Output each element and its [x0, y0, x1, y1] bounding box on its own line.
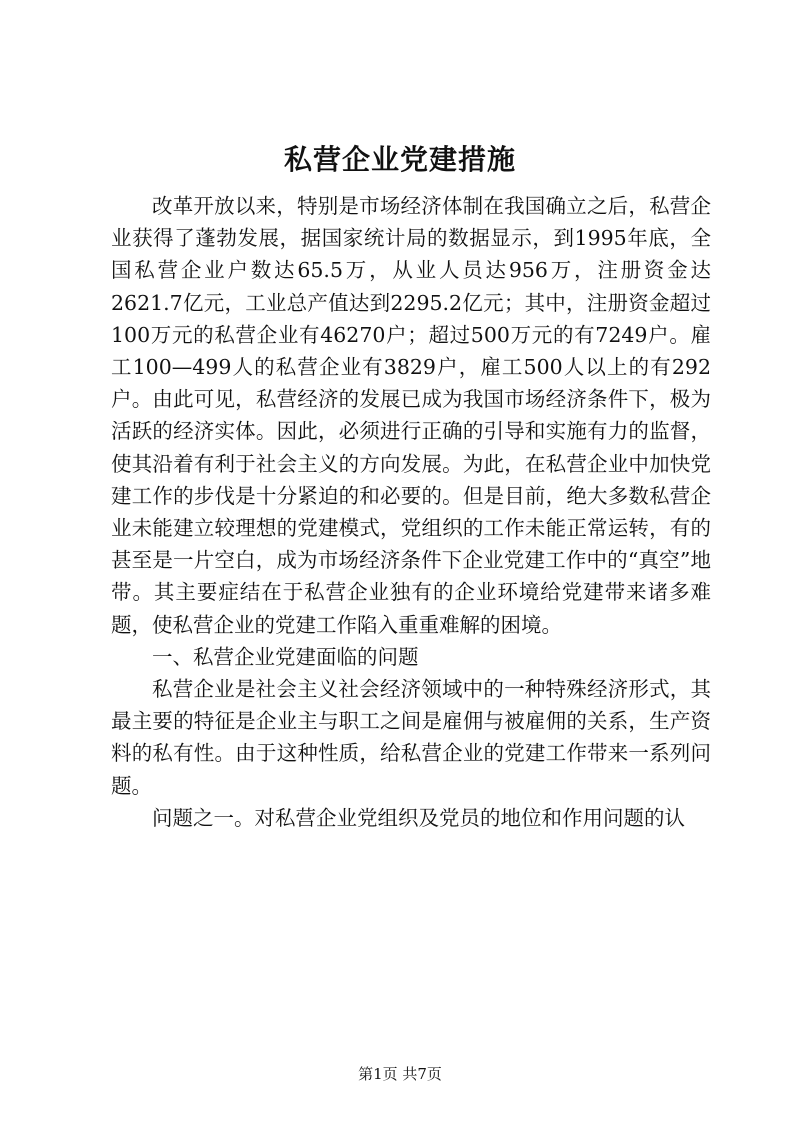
paragraph-characteristics: 私营企业是社会主义社会经济领域中的一种特殊经济形式，其最主要的特征是企业主与职工之间是雇佣与被雇佣的关系，生产资料的私有性。由于这种性质，给私营企业的党建工作带来一系列问题。: [111, 677, 711, 798]
paragraph-intro: 改革开放以来，特别是市场经济体制在我国确立之后，私营企业获得了蓬勃发展，据国家统计局的数据显示，到1995年底，全国私营企业户数达65.5万，从业人员达956万，注册资金达2621.7亿元，工业总产值达到2295.2亿元；其中，注册资金超过100万元的私营企业有46270户；超过500万元的有7249户。雇工100—499人的私营企业有3829户，雇工500人以上的有292户。由此可见，私营经济的发展已成为我国市场经济条件下，极为活跃的经济实体。因此，必须进行正确的引导和实施有力的监督，使其沿着有利于社会主义的方向发展。为此，在私营企业中加快党建工作的步伐是十分紧迫的和必要的。但是目前，绝大多数私营企业未能建立较理想的党建模式，党组织的工作未能正常运转，有的甚至是一片空白，成为市场经济条件下企业党建工作中的“真空”地带。其主要症结在于私营企业独有的企业环境给党建带来诸多难题，使私营企业的党建工作陷入重重难解的困境。: [111, 194, 711, 637]
section-heading: 一、私营企业党建面临的问题: [152, 644, 419, 669]
document-body: [111, 190, 711, 834]
paragraph-problem-one: 问题之一。对私营企业党组织及党员的地位和作用问题的认: [152, 805, 685, 830]
page-footer: 第1页 共7页: [358, 1065, 442, 1083]
document-title: 私营企业党建措施: [283, 143, 516, 176]
